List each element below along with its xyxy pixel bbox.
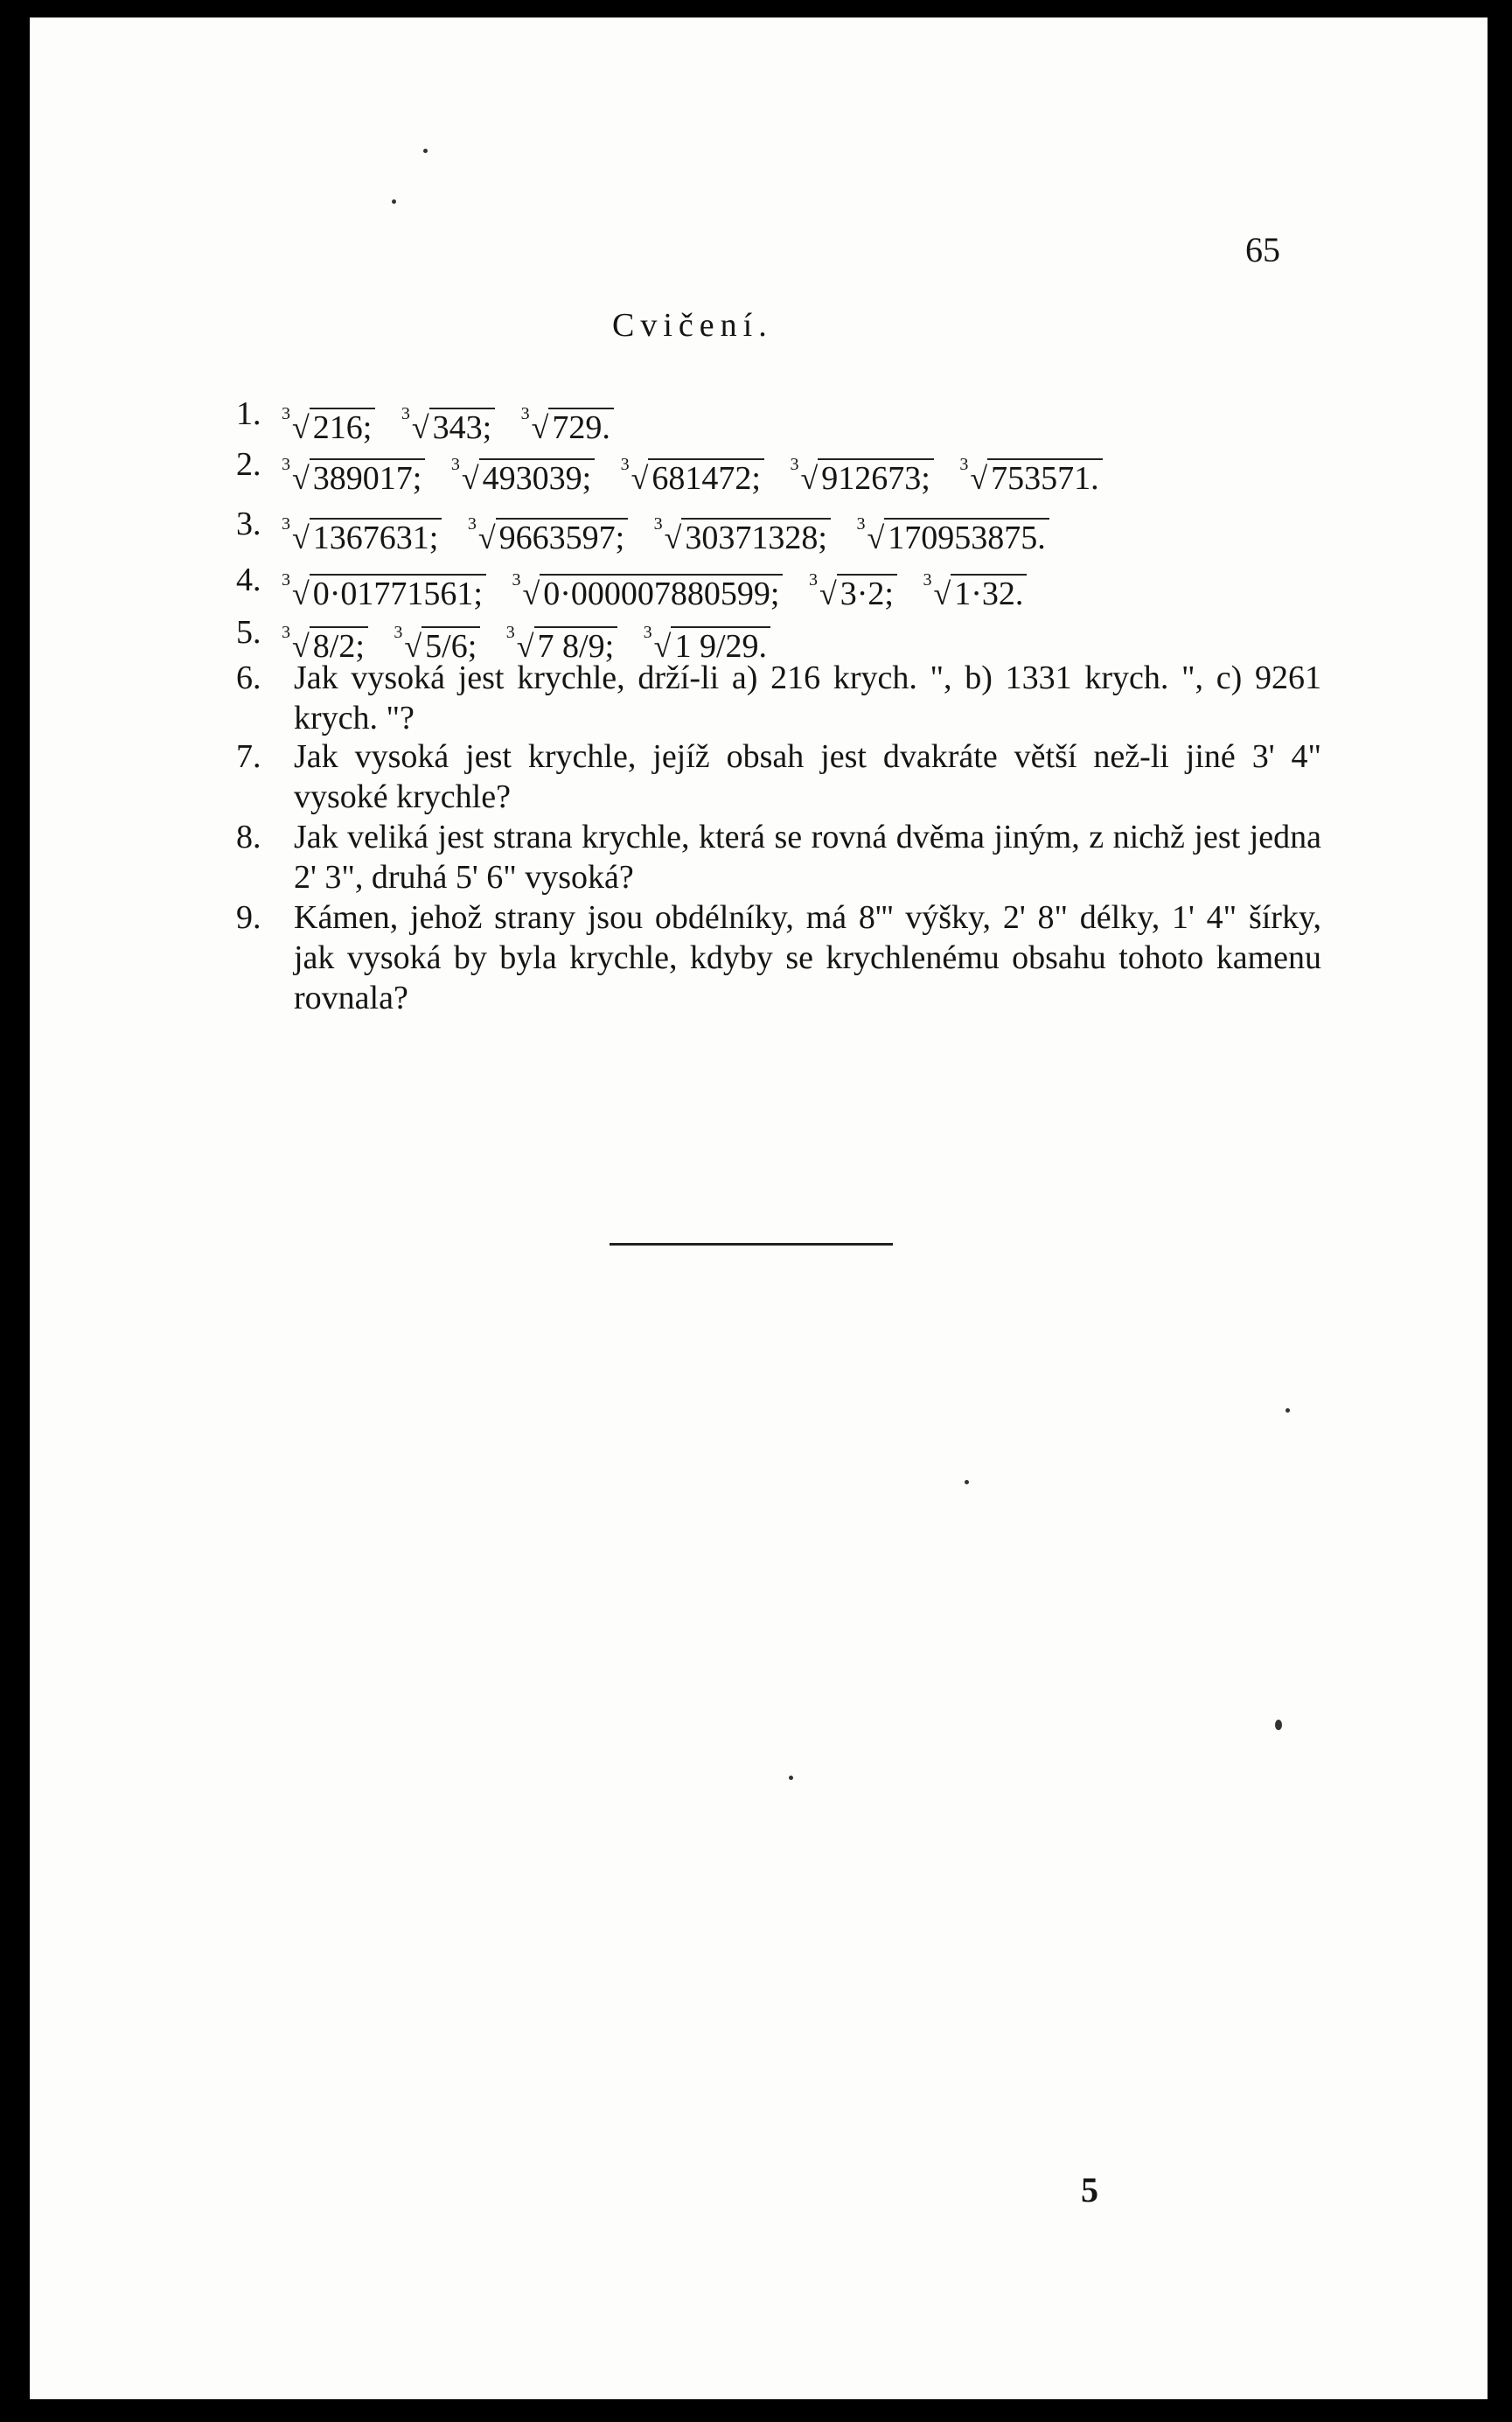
exercise-number: 2. [236, 446, 261, 483]
section-heading: Cvičení. [612, 307, 773, 344]
cube-root: $^3$√ 3·2; [821, 560, 897, 614]
exercise-1 [236, 394, 1321, 448]
cube-root: $^3$√ 5/6; [406, 612, 480, 667]
exercise-number: 8. [236, 819, 261, 855]
exercise-text: Jak vysoká jest krychle, jejíž obsah jest dvakráte větší než-li jiné 3' 4" vysoké krychle? [294, 738, 1321, 815]
cube-root: $^3$√ 8/2; [294, 612, 368, 667]
radical-list [282, 394, 1321, 448]
cube-root: $^3$√ 9663597; [480, 504, 628, 558]
cube-root: $^3$√ 681472; [633, 444, 764, 499]
scan-speck [1275, 1720, 1282, 1730]
exercise-3 [236, 504, 1321, 558]
cube-root: $^3$√ 216; [294, 394, 375, 448]
cube-root: $^3$√ 753571. [972, 444, 1102, 499]
exercise-9 [236, 897, 1321, 1018]
exercise-2 [236, 444, 1321, 499]
exercise-number: 4. [236, 562, 261, 598]
cube-root: $^3$√ 1 9/29. [656, 612, 770, 667]
exercise-number: 1. [236, 395, 261, 432]
cube-root: $^3$√ 7 8/9; [519, 612, 617, 667]
exercise-number: 7. [236, 738, 261, 775]
radical-list [282, 504, 1321, 558]
cube-root: $^3$√ 170953875. [868, 504, 1049, 558]
cube-root: $^3$√ 1·32. [935, 560, 1027, 614]
exercise-number: 9. [236, 899, 261, 936]
exercise-6 [236, 658, 1321, 738]
signature-mark: 5 [1081, 2170, 1098, 2209]
exercise-4 [236, 560, 1321, 614]
exercise-text: Kámen, jehož strany jsou obdélníky, má 8''' výšky, 2' 8" délky, 1' 4" šírky, jak vysoká by byla krychle, kdyby se krychlenému obsahu tohoto kamenu rovnala? [294, 899, 1321, 1016]
exercise-text: Jak vysoká jest krychle, drží-li a) 216 krych. ", b) 1331 krych. ", c) 9261 krych. "? [294, 660, 1321, 736]
scan-speck [789, 1776, 793, 1780]
exercise-number: 6. [236, 660, 261, 696]
exercise-number: 5. [236, 614, 261, 651]
cube-root: $^3$√ 0·000007880599; [524, 560, 783, 614]
scan-speck [423, 149, 428, 153]
exercise-text: Jak veliká jest strana krychle, která se rovná dvěma jiným, z nichž jest jedna 2' 3", druhá 5' 6" vysoká? [294, 819, 1321, 896]
page-paper [30, 17, 1488, 2399]
radical-list [282, 560, 1321, 614]
cube-root: $^3$√ 343; [414, 394, 495, 448]
cube-root: $^3$√ 729. [533, 394, 614, 448]
scan-speck [1286, 1408, 1290, 1413]
section-divider [610, 1243, 893, 1246]
cube-root: $^3$√ 0·01771561; [294, 560, 486, 614]
exercise-7 [236, 736, 1321, 817]
page-number: 65 [1245, 230, 1280, 269]
exercise-8 [236, 817, 1321, 897]
cube-root: $^3$√ 493039; [463, 444, 595, 499]
cube-root: $^3$√ 1367631; [294, 504, 442, 558]
radical-list [282, 444, 1321, 499]
scan-speck [965, 1480, 969, 1484]
cube-root: $^3$√ 30371328; [666, 504, 831, 558]
cube-root: $^3$√ 912673; [802, 444, 933, 499]
scan-speck [392, 199, 396, 204]
exercise-number: 3. [236, 506, 261, 542]
cube-root: $^3$√ 389017; [294, 444, 425, 499]
